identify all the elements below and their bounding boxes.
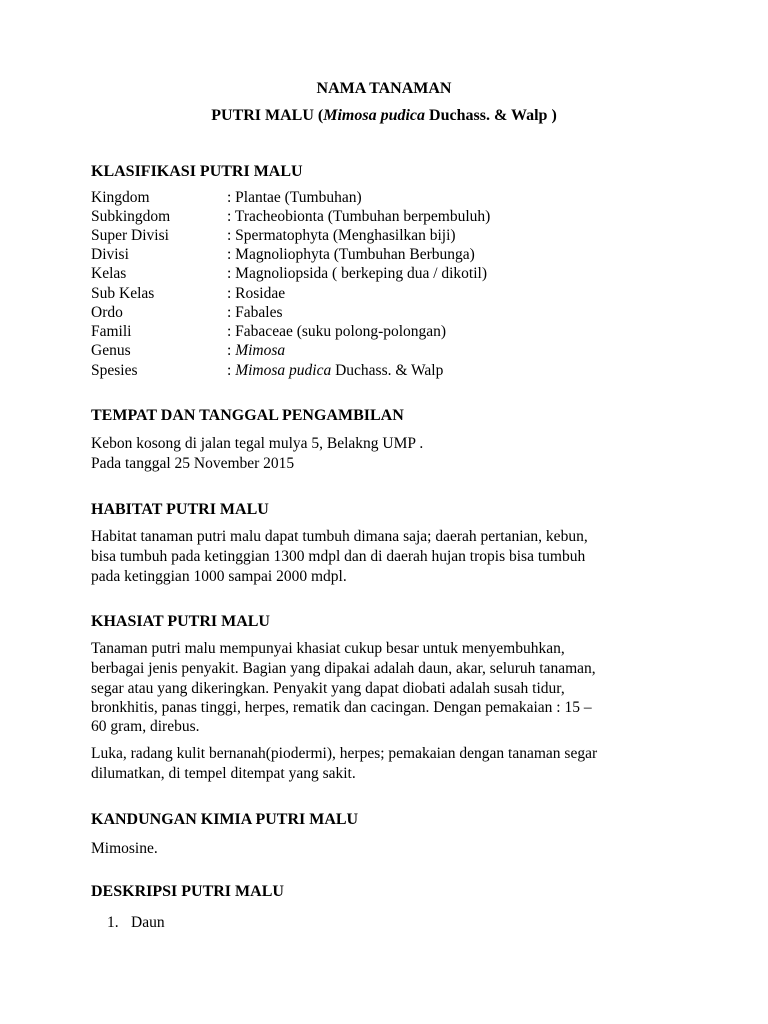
- paragraph-line: bronkhitis, panas tinggi, herpes, rematik dan cacingan. Dengan pemakaian : 15 –: [91, 699, 592, 716]
- list-item-text: Daun: [131, 914, 165, 931]
- paragraph-line: Luka, radang kulit bernanah(piodermi), herpes; pemakaian dengan tanaman segar: [91, 745, 598, 762]
- paragraph-line: bisa tumbuh pada ketinggian 1300 mdpl dan di daerah hujan tropis bisa tumbuh: [91, 548, 586, 565]
- class-label: Ordo: [91, 304, 123, 321]
- class-value: : Fabales: [227, 304, 283, 321]
- class-value: [227, 363, 443, 379]
- class-label: Spesies: [91, 362, 138, 379]
- class-value: : Tracheobionta (Tumbuhan berpembuluh): [227, 208, 491, 225]
- class-value: : Fabaceae (suku polong-polongan): [227, 323, 447, 340]
- genus-name: Mimosa: [235, 342, 286, 359]
- class-label: Famili: [91, 323, 132, 340]
- subtitle-prefix: PUTRI MALU (: [211, 107, 324, 124]
- paragraph-line: berbagai jenis penyakit. Bagian yang dipakai adalah daun, akar, seluruh tanaman,: [91, 660, 596, 677]
- class-label: Super Divisi: [91, 227, 169, 244]
- paragraph-line: Mimosine.: [91, 840, 158, 857]
- class-label: Kingdom: [91, 189, 150, 206]
- class-label: Subkingdom: [91, 208, 171, 225]
- class-value: : Spermatophyta (Menghasilkan biji): [227, 227, 456, 244]
- subtitle-suffix: Duchass. & Walp ): [425, 107, 557, 124]
- heading-deskripsi: DESKRIPSI PUTRI MALU: [91, 883, 284, 900]
- class-label: Sub Kelas: [91, 285, 155, 302]
- class-value: : Rosidae: [227, 285, 286, 302]
- colon: :: [227, 362, 236, 379]
- species-name: Mimosa pudica: [235, 362, 332, 379]
- paragraph-line: Kebon kosong di jalan tegal mulya 5, Belakng UMP .: [91, 435, 424, 452]
- class-value: : Plantae (Tumbuhan): [227, 189, 362, 206]
- class-value: : Magnoliophyta (Tumbuhan Berbunga): [227, 246, 475, 263]
- class-label: Kelas: [91, 265, 127, 282]
- document-title: NAMA TANAMAN: [316, 80, 452, 97]
- paragraph-line: Tanaman putri malu mempunyai khasiat cukup besar untuk menyembuhkan,: [91, 640, 565, 657]
- paragraph-line: pada ketinggian 1000 sampai 2000 mdpl.: [91, 568, 347, 585]
- class-label: Genus: [91, 342, 131, 359]
- heading-khasiat: KHASIAT PUTRI MALU: [91, 613, 270, 630]
- subtitle-scientific-name: Mimosa pudica: [323, 107, 426, 124]
- paragraph-line: 60 gram, direbus.: [91, 718, 200, 735]
- heading-tempat: TEMPAT DAN TANGGAL PENGAMBILAN: [91, 407, 404, 424]
- class-value: : Magnoliopsida ( berkeping dua / dikotil): [227, 265, 488, 282]
- heading-kandungan: KANDUNGAN KIMIA PUTRI MALU: [91, 811, 359, 828]
- paragraph-line: segar atau yang dikeringkan. Penyakit yang dapat diobati adalah susah tidur,: [91, 680, 565, 697]
- document-subtitle: [0, 108, 768, 124]
- paragraph-line: dilumatkan, di tempel ditempat yang sakit.: [91, 765, 356, 782]
- paragraph-line: Habitat tanaman putri malu dapat tumbuh dimana saja; daerah pertanian, kebun,: [91, 528, 588, 545]
- colon: :: [227, 342, 236, 359]
- paragraph-line: Pada tanggal 25 November 2015: [91, 455, 295, 472]
- list-item-number: 1.: [107, 914, 119, 931]
- species-author: Duchass. & Walp: [331, 362, 444, 379]
- class-value: [227, 343, 285, 359]
- heading-habitat: HABITAT PUTRI MALU: [91, 501, 269, 518]
- heading-klasifikasi: KLASIFIKASI PUTRI MALU: [91, 163, 303, 180]
- class-label: Divisi: [91, 246, 129, 263]
